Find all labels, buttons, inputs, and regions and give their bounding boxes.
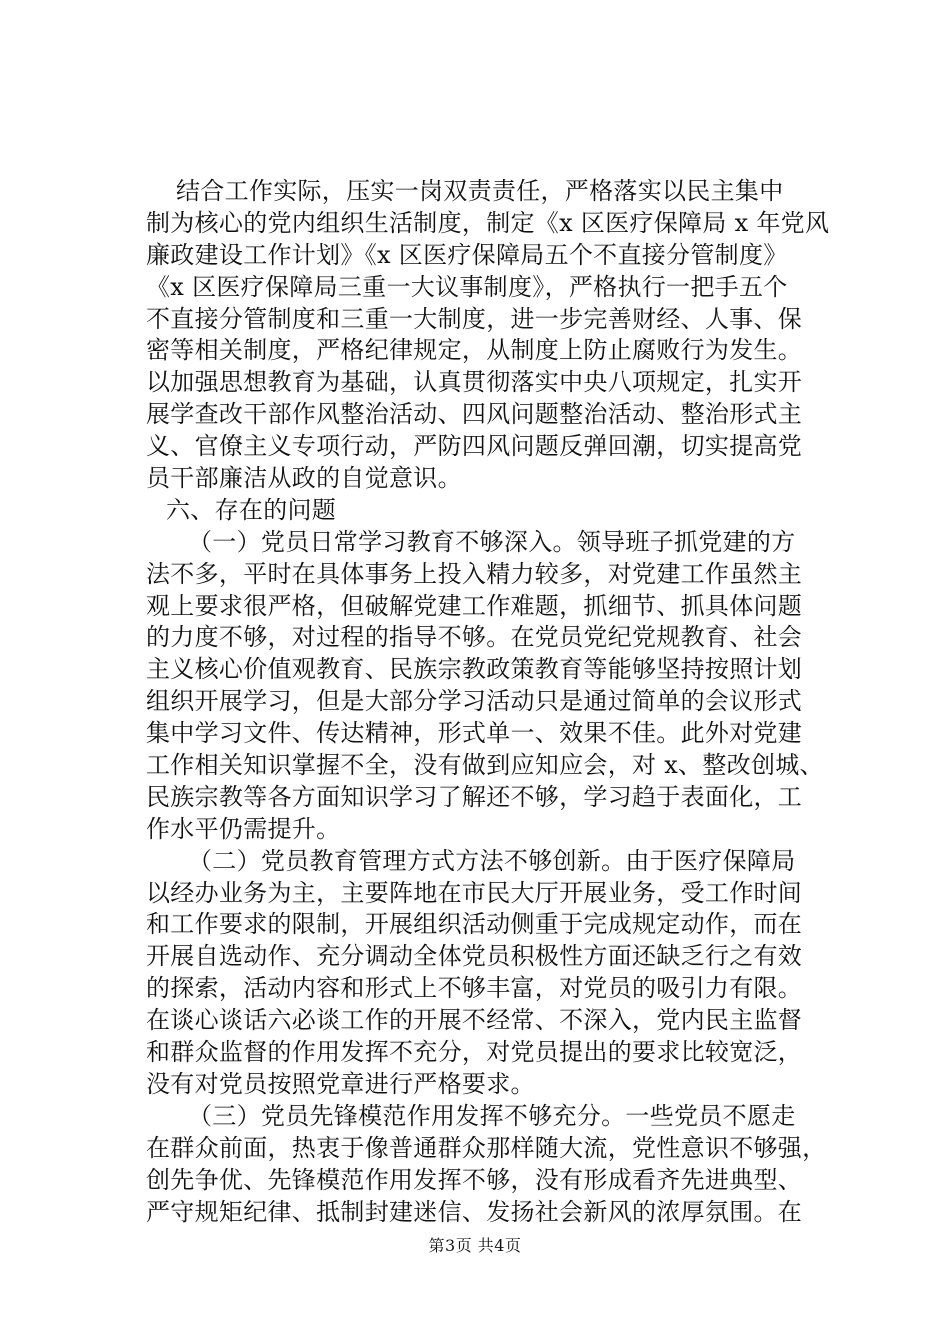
- text-line: 严守规矩纪律、抵制封建迷信、发扬社会新风的浓厚氛围。在: [146, 1197, 803, 1226]
- text-line: （一）党员日常学习教育不够深入。领导班子抓党建的方: [188, 527, 796, 556]
- text-line: 集中学习文件、传达精神，形式单一、效果不佳。此外对党建: [146, 719, 803, 748]
- text-line: 密等相关制度，严格纪律规定，从制度上防止腐败行为发生。: [146, 336, 803, 365]
- page-number: 第3页 共4页: [428, 1236, 522, 1255]
- text-line: 民族宗教等各方面知识学习了解还不够，学习趋于表面化，工: [146, 782, 803, 811]
- text-line: 制为核心的党内组织生活制度，制定《x 区医疗保障局 x 年党风: [146, 208, 830, 237]
- text-line: 以加强思想教育为基础，认真贯彻落实中央八项规定，扎实开: [146, 368, 803, 397]
- text-line: 义、官僚主义专项行动，严防四风问题反弹回潮，切实提高党: [146, 432, 803, 461]
- text-line: 工作相关知识掌握不全，没有做到应知应会，对 x、整改创城、: [146, 751, 824, 780]
- text-line: 展学查改干部作风整治活动、四风问题整治活动、整治形式主: [146, 400, 803, 429]
- text-line: 和工作要求的限制，开展组织活动侧重于完成规定动作，而在: [146, 910, 803, 939]
- document-body: [146, 176, 836, 1228]
- text-line: 在谈心谈话六必谈工作的开展不经常、不深入，党内民主监督: [146, 1006, 803, 1035]
- text-line: 结合工作实际，压实一岗双责责任，严格落实以民主集中: [176, 177, 784, 205]
- text-line: 的探索，活动内容和形式上不够丰富，对党员的吸引力有限。: [146, 974, 803, 1003]
- text-line: 和群众监督的作用发挥不充分，对党员提出的要求比较宽泛，: [146, 1038, 803, 1067]
- text-line: 《x 区医疗保障局三重一大议事制度》，严格执行一把手五个: [146, 272, 788, 301]
- text-line: （三）党员先锋模范作用发挥不够充分。一些党员不愿走: [188, 1101, 796, 1130]
- page-footer: [0, 1236, 950, 1256]
- text-line: 的力度不够，对过程的指导不够。在党员党纪党规教育、社会: [146, 623, 803, 652]
- text-line: 法不多，平时在具体事务上投入精力较多，对党建工作虽然主: [146, 559, 803, 588]
- text-line: （二）党员教育管理方式方法不够创新。由于医疗保障局: [188, 846, 796, 875]
- text-line: 不直接分管制度和三重一大制度，进一步完善财经、人事、保: [146, 304, 803, 333]
- text-line: 以经办业务为主，主要阵地在市民大厅开展业务，受工作时间: [146, 878, 803, 907]
- text-line: 开展自选动作、充分调动全体党员积极性方面还缺乏行之有效: [146, 942, 803, 971]
- text-line: 没有对党员按照党章进行严格要求。: [146, 1069, 535, 1098]
- section-heading: 六、存在的问题: [166, 495, 337, 524]
- text-line: 创先争优、先锋模范作用发挥不够，没有形成看齐先进典型、: [146, 1165, 803, 1194]
- text-line: 员干部廉洁从政的自觉意识。: [146, 464, 462, 493]
- text-line: 观上要求很严格，但破解党建工作难题，抓细节、抓具体问题: [146, 591, 803, 620]
- text-line: 在群众前面，热衷于像普通群众那样随大流，党性意识不够强，: [146, 1133, 827, 1162]
- text-line: 主义核心价值观教育、民族宗教政策教育等能够坚持按照计划: [146, 655, 803, 684]
- text-line: 廉政建设工作计划》《x 区医疗保障局五个不直接分管制度》: [146, 240, 788, 269]
- text-line: 组织开展学习，但是大部分学习活动只是通过简单的会议形式: [146, 687, 803, 716]
- text-line: 作水平仍需提升。: [146, 814, 341, 843]
